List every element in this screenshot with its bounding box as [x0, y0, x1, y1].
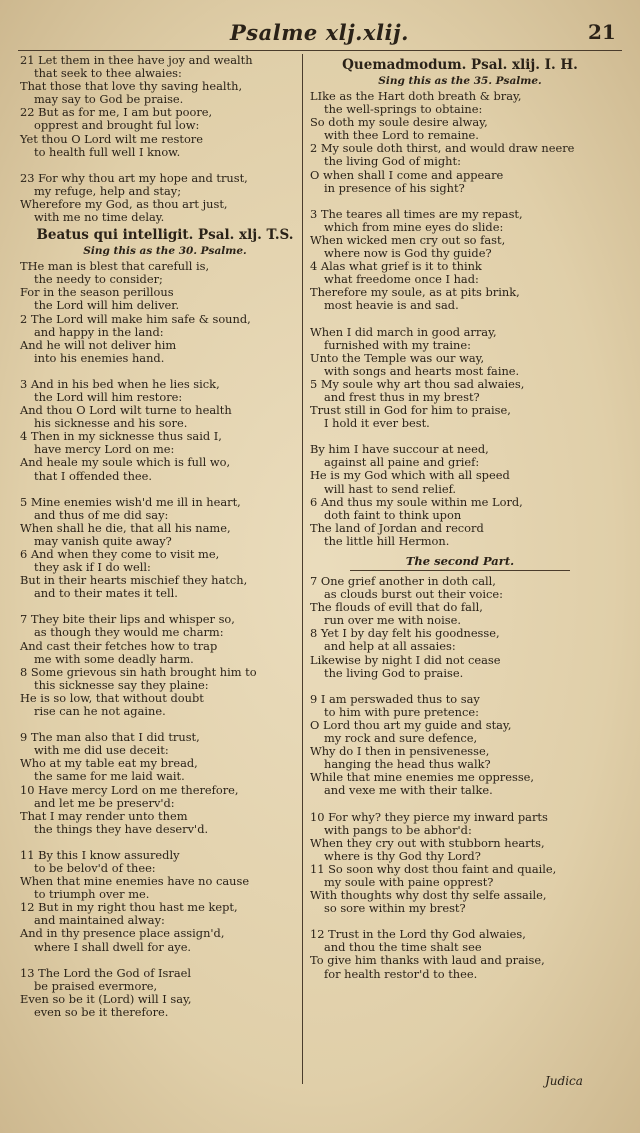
verse-line: 6 And thus my soule within me Lord, [310, 494, 523, 509]
verse-line: To give him thanks with laud and praise, [310, 953, 545, 968]
verse-line: Trust still in God for him to praise, [310, 403, 511, 418]
verse-line: what freedome once I had: [324, 272, 479, 287]
page-number: 21 [588, 20, 616, 44]
verse-line: When I did march in good array, [310, 324, 497, 339]
verse-line: in presence of his sight? [324, 180, 465, 195]
header-rule [18, 50, 622, 51]
verse-line: furnished with my traine: [324, 337, 471, 352]
verse-line: that I offended thee. [34, 468, 153, 483]
stanza-gap [20, 954, 310, 967]
verse-line: Unto the Temple was our way, [310, 350, 485, 365]
verse-line: and frest thus in my brest? [324, 389, 480, 404]
verse-line: That those that love thy saving health, [20, 79, 243, 94]
verse-line: I hold it ever best. [324, 416, 430, 431]
stanza-gap [310, 313, 610, 326]
verse-line: LIke as the Hart doth breath & bray, [310, 89, 522, 103]
verse-line: Therefore my soule, as at pits brink, [310, 285, 520, 300]
verse-line: rise can he not againe. [34, 704, 166, 719]
verse-line: With thoughts why dost thy selfe assaile, [310, 888, 547, 903]
verse-line: to him with pure pretence: [324, 704, 479, 719]
verse-line: Wherefore my God, as thou art just, [20, 196, 228, 211]
verse-line: which from mine eyes do slide: [324, 219, 504, 234]
verse-line: the well-springs to obtaine: [324, 102, 483, 117]
verse-line: When that mine enemies have no cause [20, 874, 250, 889]
verse-line: the Lord will him deliver. [34, 298, 180, 313]
psalm-heading: Quemadmodum. Psal. xlij. I. H. [342, 57, 578, 73]
verse-line: And heale my soule which is full wo, [20, 455, 231, 470]
verse-line: 11 So soon why dost thou faint and quaile, [310, 861, 557, 876]
verse-line: The flouds of evill that do fall, [310, 600, 483, 615]
verse-line: me with some deadly harm. [34, 651, 194, 666]
verse-line: and maintained alway: [34, 913, 165, 928]
verse-line: Why do I then in pensivenesse, [310, 744, 490, 759]
verse-line: 8 Yet I by day felt his goodnesse, [310, 626, 500, 641]
verse-line: 7 They bite their lips and whisper so, [20, 612, 235, 627]
verse-line: 13 The Lord the God of Israel [20, 965, 191, 980]
verse-line: THe man is blest that carefull is, [20, 259, 210, 274]
verse-line: He is my God which with all speed [310, 468, 510, 483]
section-heading: The second Part. [350, 552, 570, 571]
verse-line: That I may render unto them [20, 808, 188, 823]
page-header [0, 20, 640, 50]
verse-line: And cast their fetches how to trap [20, 638, 218, 653]
verse-line: And thou O Lord wilt turne to health [20, 403, 232, 418]
verse-line: into his enemies hand. [34, 350, 165, 365]
verse-line: my refuge, help and stay; [34, 183, 182, 198]
verse-line: While that mine enemies me oppresse, [310, 770, 535, 785]
verse-line: O when shall I come and appeare [310, 167, 504, 182]
verse-line: 5 My soule why art thou sad alwaies, [310, 376, 525, 391]
verse-line: 2 The Lord will make him safe & sound, [20, 311, 251, 326]
verse-line: The land of Jordan and record [310, 520, 484, 535]
verse-line: 8 Some grievous sin hath brought him to [20, 664, 257, 679]
verse-line: and happy in the land: [34, 324, 164, 339]
verse-line: 4 Then in my sicknesse thus said I, [20, 429, 222, 444]
stanza-gap [20, 159, 310, 172]
verse-line: For in the season perillous [20, 285, 174, 300]
verse-line: 9 The man also that I did trust, [20, 730, 200, 745]
verse-line: they ask if I do well: [34, 560, 151, 575]
psalm-heading: Beatus qui intelligit. Psal. xlj. T.S. [36, 227, 294, 244]
verse-line: even so be it therefore. [34, 1004, 169, 1019]
verse-line: and vexe me with their talke. [324, 783, 493, 798]
verse-line: 10 For why? they pierce my inward parts [310, 809, 548, 824]
verse-line: And he will not deliver him [20, 337, 177, 352]
verse-line: 7 One grief another in doth call, [310, 574, 496, 588]
verse-line: 22 But as for me, I am but poore, [20, 105, 213, 120]
verse-line: and thou the time shalt see [324, 940, 482, 955]
verse-line: the little hill Hermon. [324, 533, 450, 548]
verse-line: to health full well I know. [34, 144, 181, 159]
verse-line: run over me with noise. [324, 613, 461, 628]
verse-line: 12 Trust in the Lord thy God alwaies, [310, 927, 526, 942]
verse-line: my soule with paine opprest? [324, 874, 494, 889]
verse-line: may vanish quite away? [34, 533, 172, 548]
tune-direction: Sing this as the 30. Psalme. [83, 245, 247, 258]
verse-line: so sore within my brest? [324, 901, 466, 916]
verse-line: the needy to consider; [34, 272, 163, 287]
verse-line: where now is God thy guide? [324, 246, 492, 261]
running-title: Psalme xlj.xlij. [230, 20, 409, 45]
verse-line: my rock and sure defence, [324, 731, 478, 746]
verse-line: with songs and hearts most faine. [324, 363, 520, 378]
verse-line: that seek to thee alwaies: [34, 66, 182, 81]
verse-line: with me did use deceit: [34, 743, 169, 758]
stanza-gap [310, 195, 610, 208]
verse-line: So doth my soule desire alway, [310, 115, 488, 130]
verse-line: When shall he die, that all his name, [20, 520, 231, 535]
verse-line: be praised evermore, [34, 978, 158, 993]
verse-line: and let me be preserv'd: [34, 795, 175, 810]
verse-line: Yet thou O Lord wilt me restore [20, 131, 203, 146]
verse-line: and help at all assaies: [324, 639, 456, 654]
verse-line: will hast to send relief. [324, 481, 457, 496]
verse-line: to triumph over me. [34, 887, 150, 902]
verse-line: 3 And in his bed when he lies sick, [20, 376, 220, 391]
tune-direction: Sing this as the 35. Psalme. [378, 75, 542, 87]
verse-line: the living God to praise. [324, 665, 464, 680]
verse-line: opprest and brought ful low: [34, 118, 200, 133]
verse-line: doth faint to think upon [324, 507, 462, 522]
verse-line: to be belov'd of thee: [34, 860, 156, 875]
verse-line: the same for me laid wait. [34, 769, 185, 784]
verse-line: with pangs to be abhor'd: [324, 822, 472, 837]
verse-line: where I shall dwell for aye. [34, 939, 192, 954]
verse-line: Likewise by night I did not cease [310, 652, 501, 667]
verse-line: where is thy God thy Lord? [324, 848, 481, 863]
verse-line: 6 And when they come to visit me, [20, 547, 220, 561]
verse-line: the things they have deserv'd. [34, 821, 209, 836]
verse-line: and to their mates it tell. [34, 586, 178, 601]
verse-line: may say to God be praise. [34, 92, 184, 107]
verse-line: with me no time delay. [34, 210, 165, 225]
verse-line: for health restor'd to thee. [324, 966, 478, 981]
verse-line: O Lord thou art my guide and stay, [310, 717, 512, 732]
verse-line: 5 Mine enemies wish'd me ill in heart, [20, 494, 241, 509]
stanza-gap [20, 365, 310, 378]
verse-line: hanging the head thus walk? [324, 757, 491, 772]
verse-line: Who at my table eat my bread, [20, 756, 198, 771]
verse-line: the living God of might: [324, 154, 461, 169]
right-column [310, 54, 610, 981]
verse-line: against all paine and grief: [324, 455, 480, 470]
verse-line: 3 The teares all times are my repast, [310, 206, 523, 221]
stanza-gap [20, 836, 310, 849]
verse-line: 12 But in my right thou hast me kept, [20, 900, 238, 915]
verse-line: his sicknesse and his sore. [34, 416, 188, 431]
verse-line: 10 Have mercy Lord on me therefore, [20, 782, 239, 797]
verse-line: 4 Alas what grief is it to think [310, 259, 482, 274]
verse-line: most heavie is and sad. [324, 298, 459, 313]
verse-line: 2 My soule doth thirst, and would draw neere [310, 141, 575, 156]
verse-line: By him I have succour at need, [310, 442, 489, 457]
verse-line: When wicked men cry out so fast, [310, 232, 506, 247]
verse-line: 11 By this I know assuredly [20, 847, 180, 862]
stanza-gap [20, 483, 310, 496]
verse-line: this sicknesse say they plaine: [34, 677, 209, 692]
verse-line: 23 For why thou art my hope and trust, [20, 170, 248, 185]
verse-line: and thus of me did say: [34, 507, 169, 522]
verse-line: have mercy Lord on me: [34, 442, 175, 457]
verse-line: He is so low, that without doubt [20, 690, 204, 705]
catchword: Judica [545, 1074, 583, 1088]
verse-line: the Lord will him restore: [34, 389, 183, 404]
verse-line: 9 I am perswaded thus to say [310, 691, 480, 706]
stanza-gap [310, 680, 610, 693]
left-column [20, 54, 310, 1019]
verse-line: When they cry out with stubborn hearts, [310, 835, 545, 850]
stanza-gap [310, 798, 610, 811]
verse-line: But in their hearts mischief they hatch, [20, 573, 248, 588]
verse-line: as clouds burst out their voice: [324, 587, 503, 602]
verse-line: as though they would me charm: [34, 625, 224, 640]
verse-line: 21 Let them in thee have joy and wealth [20, 53, 253, 67]
verse-line: And in thy presence place assign'd, [20, 926, 225, 941]
verse-line: Even so be it (Lord) will I say, [20, 991, 192, 1006]
verse-line: with thee Lord to remaine. [324, 128, 479, 143]
